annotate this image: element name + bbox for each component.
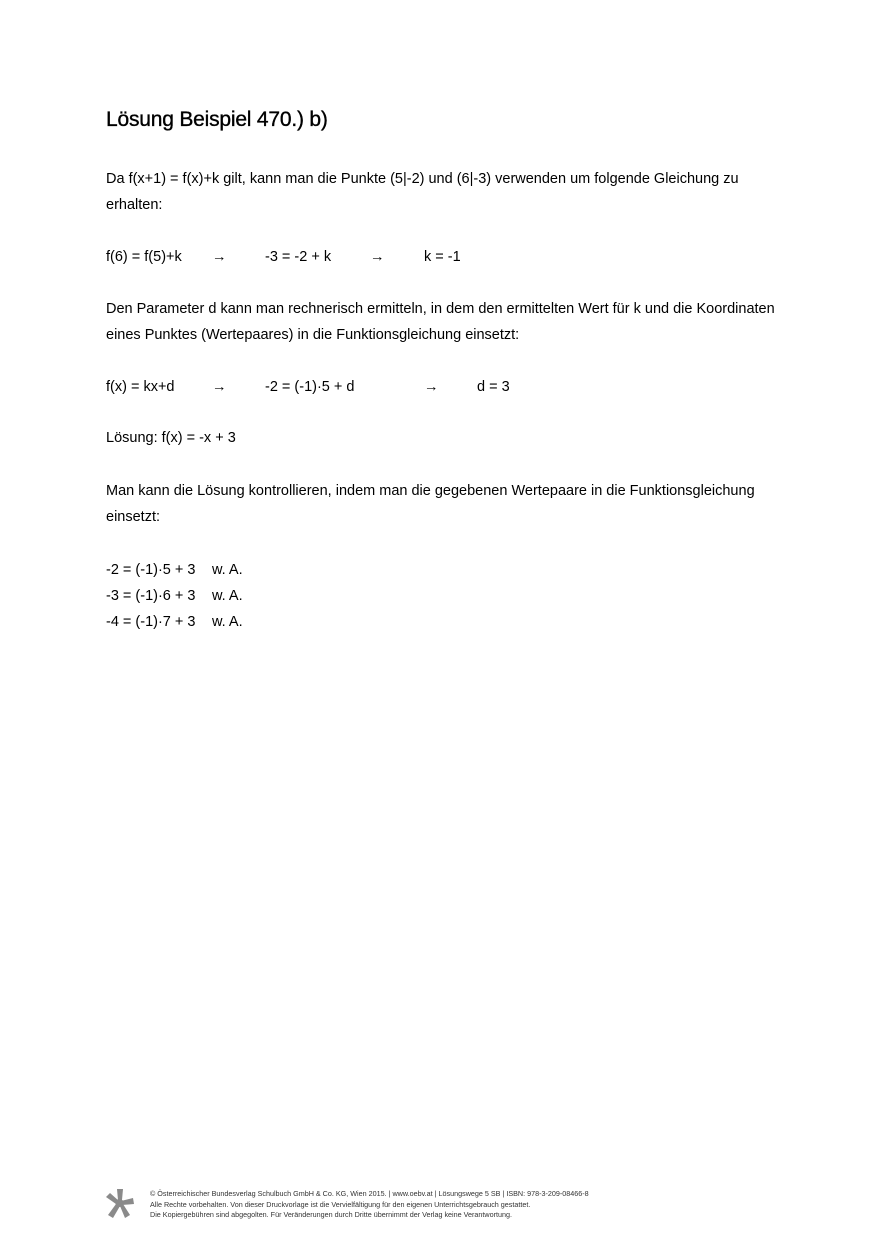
equation-k xyxy=(106,247,806,267)
paragraph-check-line-1: Man kann die Lösung kontrollieren, indem man die gegebenen Wertepaare in die Funktionsgleichung xyxy=(106,483,755,499)
check-result: w. A. xyxy=(212,562,243,578)
equation-d-result: d = 3 xyxy=(477,379,510,395)
paragraph-intro-line-1: Da f(x+1) = f(x)+k gilt, kann man die Punkte (5|-2) und (6|-3) verwenden um folgende Gleichung zu xyxy=(106,171,739,187)
footer-line-3: Die Kopiergebühren sind abgegolten. Für Veränderungen durch Dritte übernimmt der Verlag keine Verantwortung. xyxy=(150,1210,512,1220)
footer-copyright xyxy=(150,1189,589,1221)
equation-k-result: k = -1 xyxy=(424,249,461,265)
arrow-icon: → xyxy=(212,379,227,395)
equation-d-middle: -2 = (-1)·5 + d xyxy=(265,379,355,395)
paragraph-intro xyxy=(106,166,739,218)
paragraph-parameter-line-2: eines Punktes (Wertepaares) in die Funktionsgleichung einsetzt: xyxy=(106,327,520,343)
check-equation: -2 = (-1)·5 + 3 xyxy=(106,562,196,578)
page-title: Lösung Beispiel 470.) b) xyxy=(106,108,328,131)
paragraph-check-line-2: einsetzt: xyxy=(106,509,160,525)
paragraph-intro-line-2: erhalten: xyxy=(106,197,163,213)
check-row xyxy=(106,560,406,580)
paragraph-check xyxy=(106,478,755,530)
equation-k-left: f(6) = f(5)+k xyxy=(106,249,182,265)
equation-d xyxy=(106,377,806,397)
check-result: w. A. xyxy=(212,614,243,630)
arrow-icon: → xyxy=(370,249,385,265)
paragraph-parameter xyxy=(106,296,775,348)
check-row xyxy=(106,586,406,606)
check-equation: -4 = (-1)·7 + 3 xyxy=(106,614,196,630)
footer-line-2: Alle Rechte vorbehalten. Von dieser Druckvorlage ist die Vervielfältigung für den eigenen Unterrichtsgebrauch gestattet. xyxy=(150,1199,531,1209)
oebv-logo-icon xyxy=(104,1188,136,1220)
arrow-icon: → xyxy=(424,379,439,395)
check-result: w. A. xyxy=(212,588,243,604)
equation-k-middle: -3 = -2 + k xyxy=(265,249,332,265)
check-equation: -3 = (-1)·6 + 3 xyxy=(106,588,196,604)
arrow-icon: → xyxy=(212,249,227,265)
check-row xyxy=(106,612,406,632)
paragraph-parameter-line-1: Den Parameter d kann man rechnerisch ermitteln, in dem den ermittelten Wert für k und die Koordinaten xyxy=(106,301,775,317)
equation-d-left: f(x) = kx+d xyxy=(106,379,175,395)
solution-line: Lösung: f(x) = -x + 3 xyxy=(106,430,236,446)
page-footer xyxy=(104,1188,804,1224)
footer-line-1: © Österreichischer Bundesverlag Schulbuch GmbH & Co. KG, Wien 2015. | www.oebv.at | Lösungswege 5 SB | ISBN: 978-3-209-08466-8 xyxy=(150,1189,589,1198)
